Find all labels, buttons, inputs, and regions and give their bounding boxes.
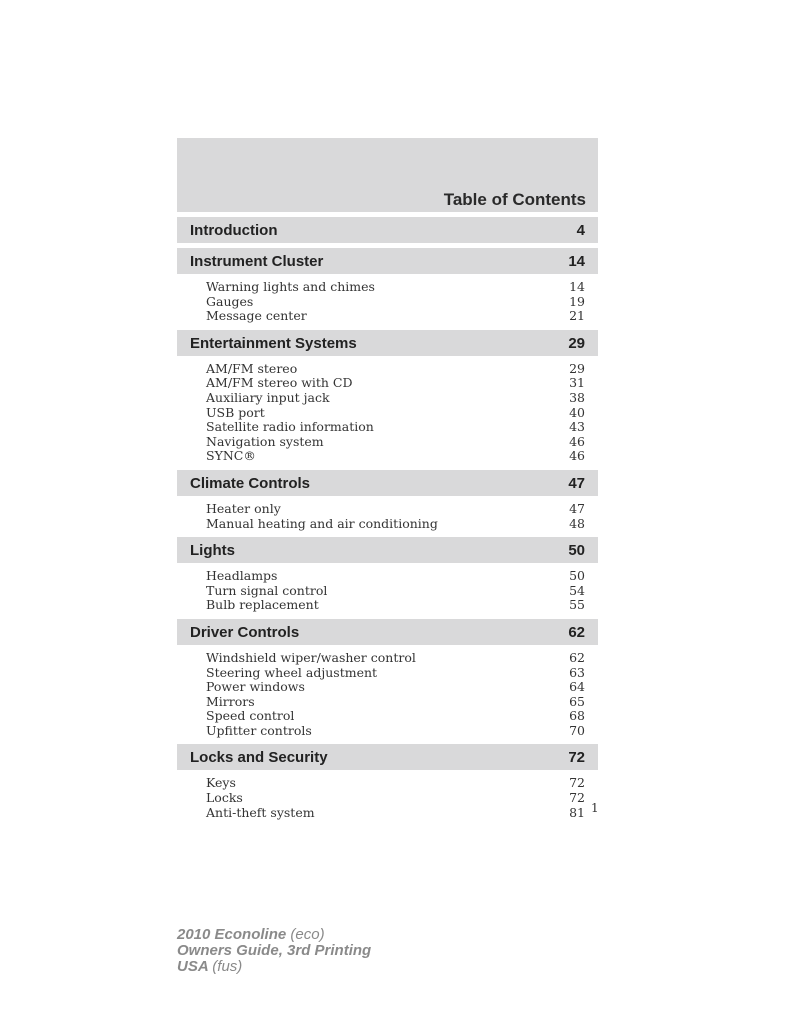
entry-page-number: 19 <box>569 293 585 309</box>
entry-page-number: 62 <box>569 649 585 665</box>
section-title: Instrument Cluster <box>190 253 324 270</box>
section-title: Introduction <box>190 222 278 239</box>
footer-region-code: (fus) <box>212 958 243 975</box>
entry-title: AM/FM stereo <box>206 360 298 376</box>
toc-entry[interactable] <box>177 806 598 821</box>
toc-entry[interactable] <box>177 651 598 666</box>
entry-page-number: 38 <box>569 389 585 405</box>
toc-entry[interactable] <box>177 376 598 391</box>
toc-entry[interactable] <box>177 362 598 377</box>
toc-entry[interactable] <box>177 406 598 421</box>
entry-title: Message center <box>206 308 307 324</box>
section-page-number: 4 <box>576 222 585 239</box>
entry-page-number: 65 <box>569 693 585 709</box>
section-page-number: 50 <box>568 542 585 560</box>
toc-entry-list <box>177 563 598 614</box>
toc-section-header[interactable] <box>177 744 598 770</box>
entry-page-number: 43 <box>569 419 585 435</box>
entry-title: Heater only <box>206 500 281 516</box>
entry-title: Gauges <box>206 293 254 309</box>
toc-entry[interactable] <box>177 724 598 739</box>
entry-page-number: 81 <box>569 804 585 820</box>
section-page-number: 62 <box>568 623 585 641</box>
toc-entry[interactable] <box>177 709 598 724</box>
entry-title: Auxiliary input jack <box>206 389 330 405</box>
toc-entry-list <box>177 645 598 740</box>
footer-region: USA <box>177 958 209 975</box>
section-title: Lights <box>190 542 235 560</box>
section-page-number: 14 <box>568 253 585 270</box>
toc-entry-list <box>177 496 598 532</box>
toc-entry[interactable] <box>177 309 598 324</box>
entry-page-number: 48 <box>569 515 585 531</box>
entry-title: Anti-theft system <box>206 804 315 820</box>
page-number: 1 <box>591 801 599 815</box>
entry-page-number: 14 <box>569 279 585 294</box>
entry-title: Warning lights and chimes <box>206 279 375 294</box>
toc-section-header[interactable] <box>177 330 598 356</box>
toc-entry[interactable] <box>177 517 598 532</box>
entry-title: Navigation system <box>206 433 324 449</box>
toc-entry[interactable] <box>177 791 598 806</box>
entry-title: Power windows <box>206 679 305 695</box>
entry-page-number: 72 <box>569 775 585 791</box>
footer-line-3 <box>177 959 371 975</box>
toc-entry[interactable] <box>177 680 598 695</box>
toc-entry[interactable] <box>177 295 598 310</box>
section-page-number: 47 <box>568 474 585 492</box>
toc-section-header[interactable] <box>177 217 598 243</box>
toc-entry-list <box>177 770 598 821</box>
footer-line-2: Owners Guide, 3rd Printing <box>177 942 372 959</box>
entry-title: Headlamps <box>206 568 278 584</box>
toc-section-header[interactable] <box>177 619 598 645</box>
entry-title: Speed control <box>206 708 295 724</box>
entry-page-number: 54 <box>569 582 585 598</box>
toc-entry[interactable] <box>177 569 598 584</box>
toc-section-header[interactable] <box>177 248 598 274</box>
entry-title: Windshield wiper/washer control <box>206 649 416 665</box>
toc-section-header[interactable] <box>177 470 598 496</box>
toc-entry[interactable] <box>177 420 598 435</box>
section-page-number: 29 <box>568 334 585 352</box>
footer-model-code: (eco) <box>290 926 325 943</box>
section-page-number: 72 <box>568 749 585 767</box>
entry-page-number: 70 <box>569 722 585 738</box>
entry-page-number: 29 <box>569 360 585 376</box>
entry-title: Bulb replacement <box>206 597 319 613</box>
toc-entry-list <box>177 356 598 465</box>
entry-page-number: 55 <box>569 597 585 613</box>
entry-title: AM/FM stereo with CD <box>206 375 353 391</box>
toc-entry[interactable] <box>177 449 598 464</box>
toc-entry[interactable] <box>177 435 598 450</box>
entry-title: SYNC® <box>206 448 256 464</box>
toc-entry[interactable] <box>177 280 598 295</box>
toc-entry[interactable] <box>177 695 598 710</box>
toc-entry[interactable] <box>177 391 598 406</box>
entry-title: Manual heating and air conditioning <box>206 515 438 531</box>
toc-entry-list <box>177 274 598 325</box>
section-title: Entertainment Systems <box>190 334 357 352</box>
toc-entry[interactable] <box>177 776 598 791</box>
entry-page-number: 72 <box>569 790 585 806</box>
entry-title: Keys <box>206 775 236 791</box>
toc-title: Table of Contents <box>443 190 586 209</box>
entry-page-number: 46 <box>569 433 585 449</box>
entry-title: Satellite radio information <box>206 419 374 435</box>
footer-model: 2010 Econoline <box>177 926 287 943</box>
entry-title: Mirrors <box>206 693 255 709</box>
toc-entry[interactable] <box>177 584 598 599</box>
toc-sections <box>177 217 598 821</box>
entry-page-number: 21 <box>569 308 585 324</box>
entry-page-number: 47 <box>569 500 585 516</box>
toc-section-header[interactable] <box>177 537 598 563</box>
toc-header <box>177 138 598 212</box>
entry-title: Turn signal control <box>206 582 328 598</box>
entry-page-number: 31 <box>569 375 585 391</box>
table-of-contents <box>177 138 598 821</box>
entry-page-number: 50 <box>569 568 585 584</box>
footer-line-1 <box>177 927 371 943</box>
entry-title: Upfitter controls <box>206 722 312 738</box>
entry-page-number: 40 <box>569 404 585 420</box>
entry-title: Locks <box>206 790 243 806</box>
section-title: Climate Controls <box>190 474 311 492</box>
toc-entry[interactable] <box>177 666 598 681</box>
entry-page-number: 63 <box>569 664 585 680</box>
section-title: Locks and Security <box>190 749 328 767</box>
entry-page-number: 68 <box>569 708 585 724</box>
entry-title: USB port <box>206 404 265 420</box>
document-footer <box>177 927 371 975</box>
entry-page-number: 64 <box>569 679 585 695</box>
toc-entry[interactable] <box>177 598 598 613</box>
entry-page-number: 46 <box>569 448 585 464</box>
toc-entry[interactable] <box>177 502 598 517</box>
section-title: Driver Controls <box>190 623 300 641</box>
entry-title: Steering wheel adjustment <box>206 664 378 680</box>
